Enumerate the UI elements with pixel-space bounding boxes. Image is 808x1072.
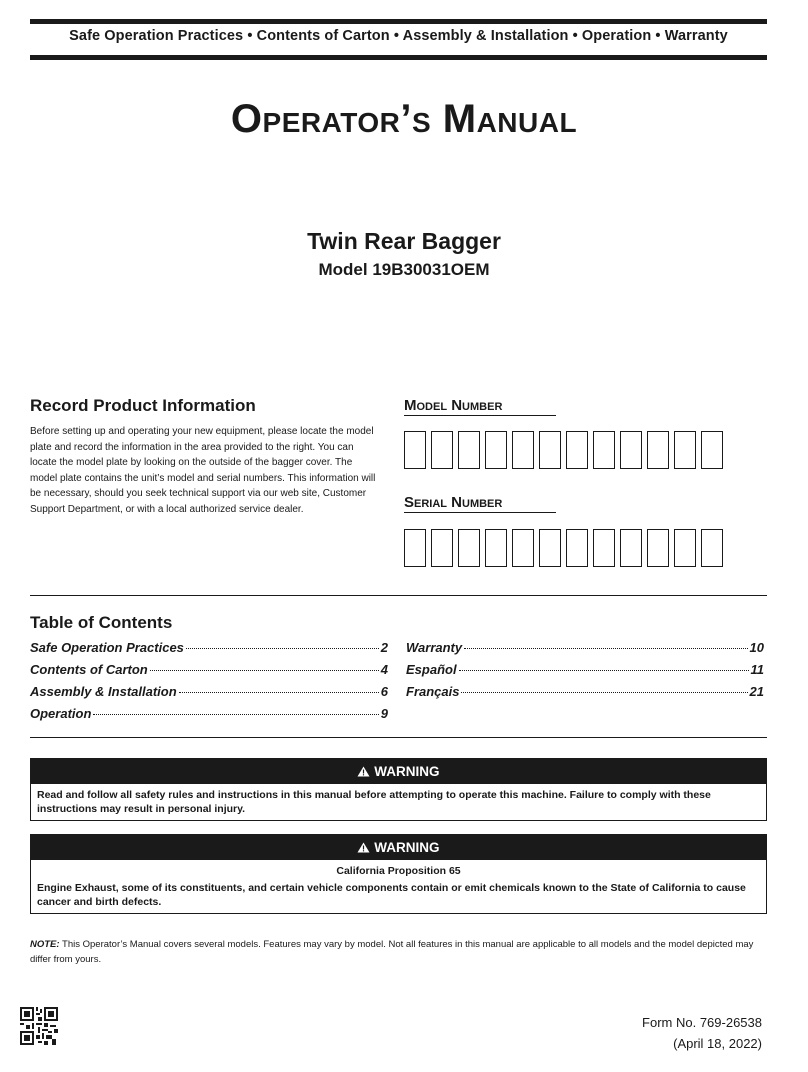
model-number-box[interactable] <box>458 431 480 469</box>
toc-entry-label: Contents of Carton <box>30 662 148 677</box>
model-number-box[interactable] <box>620 431 642 469</box>
toc-entry[interactable] <box>30 662 388 684</box>
toc-leader-dots <box>93 714 378 715</box>
model-number-box[interactable] <box>566 431 588 469</box>
qr-code-icon[interactable] <box>20 1007 58 1045</box>
toc-entry[interactable] <box>30 684 388 706</box>
model-number-box[interactable] <box>485 431 507 469</box>
form-info <box>642 1012 762 1054</box>
toc-entry-page: 10 <box>749 640 764 655</box>
serial-number-label: Serial Number <box>404 494 556 513</box>
serial-number-box[interactable] <box>620 529 642 567</box>
header-sections: Safe Operation Practices • Contents of Carton • Assembly & Installation • Operation • Warranty <box>69 28 728 44</box>
toc-entry-page: 21 <box>749 684 764 699</box>
serial-number-box[interactable] <box>431 529 453 567</box>
form-number: Form No. 769-26538 <box>642 1015 762 1030</box>
model-number-box[interactable] <box>539 431 561 469</box>
toc-leader-dots <box>179 692 379 693</box>
record-info-body: Before setting up and operating your new equipment, please locate the model plate and record the information in the area provided to the right. You can locate the model plate by looking on the outside of the bagger cover. The model plate contains the unit’s model and serial numbers. This information will be necessary, should you seek technical support via our web site, Customer Support Department, or with a local authorized service dealer. <box>30 426 376 515</box>
model-number-boxes[interactable] <box>404 431 723 469</box>
model-number-box[interactable] <box>431 431 453 469</box>
toc-entry[interactable] <box>30 640 388 662</box>
toc-entry-page: 2 <box>380 640 388 655</box>
note-label: NOTE: <box>30 939 60 950</box>
serial-number-boxes[interactable] <box>404 529 723 567</box>
product-name: Twin Rear Bagger <box>307 228 501 254</box>
toc-entry-label: Español <box>406 662 457 677</box>
warning-heading: WARNING <box>374 840 440 855</box>
serial-number-box[interactable] <box>647 529 669 567</box>
record-info-title: Record Product Information <box>30 396 256 415</box>
note <box>30 937 767 967</box>
warning-box-prop65 <box>30 834 767 914</box>
header-top-rule <box>30 19 767 24</box>
toc-right-column <box>406 640 764 706</box>
warning-heading: WARNING <box>374 764 440 779</box>
serial-number-box[interactable] <box>404 529 426 567</box>
toc-leader-dots <box>461 692 747 693</box>
serial-number-box[interactable] <box>485 529 507 567</box>
model-number-box[interactable] <box>674 431 696 469</box>
serial-number-box[interactable] <box>593 529 615 567</box>
warning-triangle-icon <box>357 766 370 777</box>
toc-title: Table of Contents <box>30 613 173 632</box>
header-bottom-rule <box>30 55 767 60</box>
toc-entry-label: Français <box>406 684 460 699</box>
toc-leader-dots <box>150 670 379 671</box>
serial-number-box[interactable] <box>674 529 696 567</box>
toc-entry[interactable] <box>30 706 388 728</box>
section-divider <box>30 737 767 738</box>
warning-text: Engine Exhaust, some of its constituents, and certain vehicle components contain or emit chemicals known to the State of California to cause cancer and birth defects. <box>37 882 746 908</box>
toc-entry-label: Safe Operation Practices <box>30 640 184 655</box>
model-number-box[interactable] <box>701 431 723 469</box>
toc-entry-page: 4 <box>380 662 388 677</box>
warning-subheading: California Proposition 65 <box>336 865 461 877</box>
warning-box <box>30 758 767 821</box>
warning-header <box>31 835 766 860</box>
serial-number-box[interactable] <box>512 529 534 567</box>
toc-entry-page: 11 <box>750 662 764 677</box>
toc-entry[interactable] <box>406 640 764 662</box>
toc-leader-dots <box>459 670 749 671</box>
serial-number-box[interactable] <box>458 529 480 567</box>
toc-left-column <box>30 640 388 728</box>
section-divider <box>30 595 767 596</box>
serial-number-box[interactable] <box>701 529 723 567</box>
product-model: Model 19B30031OEM <box>318 260 490 279</box>
warning-triangle-icon <box>357 842 370 853</box>
toc-leader-dots <box>464 648 747 649</box>
form-date: (April 18, 2022) <box>673 1036 762 1051</box>
model-number-box[interactable] <box>404 431 426 469</box>
toc-entry-label: Assembly & Installation <box>30 684 177 699</box>
note-text: This Operator’s Manual covers several models. Features may vary by model. Not all features in this manual are applicable to all models and the model depicted may differ from yours. <box>30 939 754 965</box>
toc-entry-page: 9 <box>380 706 388 721</box>
toc-entry-page: 6 <box>380 684 388 699</box>
model-number-box[interactable] <box>512 431 534 469</box>
warning-header <box>31 759 766 784</box>
toc-entry[interactable] <box>406 662 764 684</box>
toc-entry-label: Warranty <box>406 640 463 655</box>
toc-leader-dots <box>186 648 379 649</box>
serial-number-box[interactable] <box>566 529 588 567</box>
page-title: Operator’s Manual <box>230 97 578 141</box>
model-number-box[interactable] <box>593 431 615 469</box>
toc-entry-label: Operation <box>30 706 92 721</box>
toc-entry[interactable] <box>406 684 764 706</box>
warning-text: Read and follow all safety rules and instructions in this manual before attempting to operate this machine. Failure to comply with these instructions may result in personal injury. <box>37 789 711 815</box>
model-number-label: Model Number <box>404 397 556 416</box>
model-number-box[interactable] <box>647 431 669 469</box>
serial-number-box[interactable] <box>539 529 561 567</box>
